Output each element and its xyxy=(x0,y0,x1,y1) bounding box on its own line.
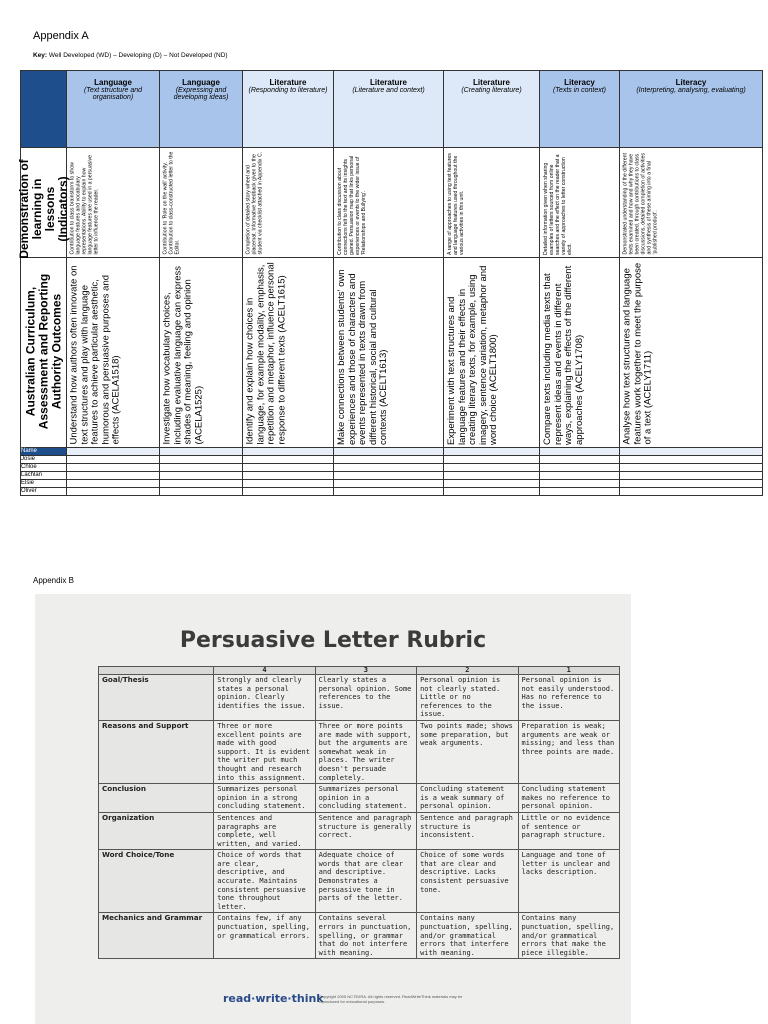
key-line xyxy=(33,52,228,59)
score-row xyxy=(99,667,620,675)
indicator-cell-1 xyxy=(160,148,243,258)
outcome-text: Understand how authors often innovate on text structures and play with language features to achieve particular aesthetic, humorous and persuasive purposes and effects (ACELA1518) xyxy=(68,265,122,445)
rubric-cell: Contains many punctuation, spelling, and/or grammatical errors that interfere with meaning. xyxy=(417,913,518,959)
readwritethink-logo: read·write·think xyxy=(223,992,324,1005)
rubric-row xyxy=(99,850,620,913)
assessment-cell[interactable] xyxy=(243,480,334,488)
assessment-cell[interactable] xyxy=(160,472,243,480)
column-header-6 xyxy=(620,71,763,148)
column-title: Language xyxy=(182,78,220,87)
outcome-cell-2 xyxy=(243,258,334,448)
rubric-cell: Summarizes personal opinion in a strong concluding statement. xyxy=(214,784,315,813)
outcome-cell-5 xyxy=(540,258,620,448)
assessment-cell[interactable] xyxy=(160,488,243,496)
assessment-cell[interactable] xyxy=(243,464,334,472)
names-header-row xyxy=(21,448,763,456)
rubric-cell: Summarizes personal opinion in a concluding statement. xyxy=(315,784,416,813)
column-subtitle: (Expressing and developing ideas) xyxy=(173,87,229,101)
column-subtitle: (Text structure and organisation) xyxy=(83,87,143,101)
assessment-cell[interactable] xyxy=(444,448,540,456)
rubric-row xyxy=(99,720,620,783)
rubric-cell: Personal opinion is not clearly stated. Little or no references to the issue. xyxy=(417,675,518,721)
assessment-cell[interactable] xyxy=(334,456,444,464)
column-title: Literature xyxy=(269,78,307,87)
criterion-label: Word Choice/Tone xyxy=(99,850,214,913)
column-header-1 xyxy=(160,71,243,148)
column-title: Language xyxy=(94,78,132,87)
outcomes-label-cell xyxy=(21,258,67,448)
assessment-cell[interactable] xyxy=(540,448,620,456)
rubric-cell: Contains few, if any punctuation, spelling, or grammatical errors. xyxy=(214,913,315,959)
indicator-cell-5 xyxy=(540,148,620,258)
assessment-cell[interactable] xyxy=(67,456,160,464)
assessment-cell[interactable] xyxy=(243,456,334,464)
column-title: Literacy xyxy=(675,78,707,87)
assessment-cell[interactable] xyxy=(67,448,160,456)
rubric-cell: Clearly states a personal opinion. Some references to the issue. xyxy=(315,675,416,721)
corner-cell xyxy=(21,71,67,148)
indicator-text: Contribution to class discussion about connections felt to the text and its insights gained. Persuasion map that links personal experiences or events to the wider issue of 'Relationships and Bullying'. xyxy=(336,155,367,255)
rubric-cell: Three or more excellent points are made with good support. It is evident the writer put much thought and research into this assignment. xyxy=(214,720,315,783)
student-row xyxy=(21,480,763,488)
appendix-b-title: Appendix B xyxy=(33,576,74,585)
column-title: Literature xyxy=(473,78,510,87)
assessment-cell[interactable] xyxy=(243,488,334,496)
column-subtitle: (Texts in context) xyxy=(552,87,607,94)
indicator-cell-2 xyxy=(243,148,334,258)
assessment-cell[interactable] xyxy=(444,488,540,496)
assessment-cell[interactable] xyxy=(540,480,620,488)
student-row xyxy=(21,472,763,480)
outcome-text: Identify and explain how choices in language, for example modality, emphasis, repetition and metaphor, influence personal response to different texts (ACELT1615) xyxy=(244,262,287,445)
assessment-cell[interactable] xyxy=(620,448,763,456)
assessment-cell[interactable] xyxy=(243,472,334,480)
assessment-cell[interactable] xyxy=(243,448,334,456)
outcome-text: Analyse how text structures and language features work together to meet the purpose of a text (ACELY1711) xyxy=(621,262,654,445)
indicators-row xyxy=(21,148,763,258)
criterion-label: Organization xyxy=(99,812,214,849)
rubric-table xyxy=(98,666,620,959)
names-header: Name xyxy=(21,448,67,456)
assessment-table xyxy=(16,70,763,496)
score-header: 4 xyxy=(214,667,315,675)
rubric-cell: Little or no evidence of sentence or paragraph structure. xyxy=(518,812,619,849)
rubric-cell: Personal opinion is not easily understood. Has no reference to the issue. xyxy=(518,675,619,721)
outcome-cell-1 xyxy=(160,258,243,448)
indicator-cell-6 xyxy=(620,148,763,258)
rubric-cell: Sentences and paragraphs are complete, well written, and varied. xyxy=(214,812,315,849)
rubric-row xyxy=(99,784,620,813)
rubric-row xyxy=(99,913,620,959)
assessment-cell[interactable] xyxy=(540,472,620,480)
column-title: Literacy xyxy=(564,78,595,87)
indicator-cell-0 xyxy=(67,148,160,258)
column-subtitle: (Interpreting, analysing, evaluating) xyxy=(636,87,746,94)
assessment-cell[interactable] xyxy=(160,456,243,464)
header-row xyxy=(21,71,763,148)
assessment-cell[interactable] xyxy=(67,488,160,496)
outcomes-label: Australian Curriculum, Assessment and Reporting Authority Outcomes xyxy=(23,273,63,429)
indicators-label: Demonstration of learning in lessons (Indicators) xyxy=(16,158,70,259)
rubric-cell: Preparation is weak; arguments are weak or missing; and less than three points are made. xyxy=(518,720,619,783)
indicator-text: Completion of detailed story wheel and placemat. Informative feedback given to the student via checklist attached in Appendix C. xyxy=(245,151,264,255)
outcomes-row xyxy=(21,258,763,448)
assessment-cell[interactable] xyxy=(444,456,540,464)
rubric-cell: Concluding statement is a weak summary of personal opinion. xyxy=(417,784,518,813)
assessment-cell[interactable] xyxy=(334,464,444,472)
outcome-cell-4 xyxy=(444,258,540,448)
key-label: Key: xyxy=(33,52,48,59)
column-subtitle: (Literature and context) xyxy=(352,87,425,94)
indicator-cell-3 xyxy=(334,148,444,258)
indicators-label-cell xyxy=(16,148,70,259)
column-title: Literature xyxy=(370,78,407,87)
score-header: 1 xyxy=(518,667,619,675)
column-subtitle: (Creating literature) xyxy=(461,87,522,94)
indicator-text: Detailed information given when sharing examples of letters sourced from online searches and the effect on the reader that a variety of approaches to letter construction elicit. xyxy=(542,153,573,255)
outcome-cell-0 xyxy=(67,258,160,448)
criterion-label: Goal/Thesis xyxy=(99,675,214,721)
column-subtitle: (Responding to literature) xyxy=(248,87,328,94)
student-row xyxy=(21,488,763,496)
assessment-cell[interactable] xyxy=(67,464,160,472)
copyright-note: Copyright 2005 NCTE/IRA. All rights reserved. ReadWriteThink materials may be reproduced for educational purposes. xyxy=(319,994,463,1004)
rubric-cell: Choice of some words that are clear and descriptive. Lacks consistent persuasive tone. xyxy=(417,850,518,913)
student-name: Elsie xyxy=(21,480,67,488)
indicator-text: Demonstrated understanding of the different texts examined and how and why they have been created, through contributions to class discussions, detailed completion of activities and synthesis of these aiming into a final 'published product'. xyxy=(622,153,659,255)
indicator-text: Contribution to class brainstorm to show language features and vocabulary representations. Ability to explain how language features are used in a persuasive letter to influence the reader. xyxy=(69,155,100,255)
assessment-cell[interactable] xyxy=(67,472,160,480)
student-name: Oliver xyxy=(21,488,67,496)
criterion-label: Conclusion xyxy=(99,784,214,813)
assessment-cell[interactable] xyxy=(334,472,444,480)
outcome-cell-6 xyxy=(620,258,763,448)
student-name: Josie xyxy=(21,456,67,464)
assessment-cell[interactable] xyxy=(540,488,620,496)
rubric-cell: Contains many punctuation, spelling, and/or grammatical errors that make the piece illegible. xyxy=(518,913,619,959)
indicator-cell-4 xyxy=(444,148,540,258)
key-text: Well Developed (WD) – Developing (D) – Not Developed (ND) xyxy=(47,52,228,59)
assessment-cell[interactable] xyxy=(444,472,540,480)
student-name: Chloe xyxy=(21,464,67,472)
rubric-cell: Contains several errors in punctuation, spelling, or grammar that do not interfere with meaning. xyxy=(315,913,416,959)
outcome-text: Experiment with text structures and language features and their effects in creating literary texts, for example, using imagery, sentence variation, metaphor and word choice (ACELT1800) xyxy=(445,265,499,445)
rubric-cell: Strongly and clearly states a personal opinion. Clearly identifies the issue. xyxy=(214,675,315,721)
criterion-label: Mechanics and Grammar xyxy=(99,913,214,959)
rubric-image xyxy=(35,594,631,1024)
rubric-cell: Three or more points are made with support, but the arguments are somewhat weak in places. The writer doesn't persuade completely. xyxy=(315,720,416,783)
column-header-5 xyxy=(540,71,620,148)
student-row xyxy=(21,456,763,464)
rubric-row xyxy=(99,675,620,721)
rubric-cell: Concluding statement makes no reference to personal opinion. xyxy=(518,784,619,813)
assessment-cell[interactable] xyxy=(620,464,763,472)
score-header: 2 xyxy=(417,667,518,675)
assessment-cell[interactable] xyxy=(620,480,763,488)
assessment-cell[interactable] xyxy=(540,456,620,464)
indicator-text: Contribution to 'Role on the wall' activity. Contribution to class-constructed letter to the Editor. xyxy=(162,151,181,255)
column-header-4 xyxy=(444,71,540,148)
column-header-2 xyxy=(243,71,334,148)
rubric-cell: Language and tone of letter is unclear and lacks description. xyxy=(518,850,619,913)
rubric-cell: Adequate choice of words that are clear and descriptive. Demonstrates a persuasive tone in parts of the letter. xyxy=(315,850,416,913)
column-header-0 xyxy=(67,71,160,148)
rubric-cell: Two points made; shows some preparation, but weak arguments. xyxy=(417,720,518,783)
outcome-text: Compare texts including media texts that represent ideas and events in different ways, explaining the effects of the different approaches (ACELY1708) xyxy=(541,265,584,445)
assessment-cell[interactable] xyxy=(160,448,243,456)
rubric-title: Persuasive Letter Rubric xyxy=(179,628,487,653)
rubric-cell: Choice of words that are clear, descriptive, and accurate. Maintains consistent persuasive tone throughout letter. xyxy=(214,850,315,913)
assessment-cell[interactable] xyxy=(334,480,444,488)
assessment-cell[interactable] xyxy=(444,480,540,488)
assessment-cell[interactable] xyxy=(67,480,160,488)
column-header-3 xyxy=(334,71,444,148)
rubric-row xyxy=(99,812,620,849)
outcome-cell-3 xyxy=(334,258,444,448)
score-corner xyxy=(99,667,214,675)
rubric-cell: Sentence and paragraph structure is generally correct. xyxy=(315,812,416,849)
appendix-a-title: Appendix A xyxy=(33,30,89,42)
assessment-cell[interactable] xyxy=(160,480,243,488)
assessment-cell[interactable] xyxy=(620,456,763,464)
assessment-cell[interactable] xyxy=(540,464,620,472)
assessment-cell[interactable] xyxy=(160,464,243,472)
assessment-cell[interactable] xyxy=(444,464,540,472)
outcome-text: Investigate how vocabulary choices, including evaluative language can express shades of meaning, feeling and opinion (ACELA1525) xyxy=(161,265,204,445)
indicator-text: A range of approaches to using text features and language features used throughout the various activities in this unit. xyxy=(446,152,465,255)
student-row xyxy=(21,464,763,472)
assessment-cell[interactable] xyxy=(620,472,763,480)
student-name: Lachlan xyxy=(21,472,67,480)
assessment-cell[interactable] xyxy=(334,488,444,496)
outcome-text: Make connections between students' own experiences and those of characters and events represented in texts drawn from different historical, social and cultural contexts (ACELT1613) xyxy=(335,268,389,445)
assessment-cell[interactable] xyxy=(620,488,763,496)
rubric-cell: Sentence and paragraph structure is inconsistent. xyxy=(417,812,518,849)
assessment-cell[interactable] xyxy=(334,448,444,456)
score-header: 3 xyxy=(315,667,416,675)
criterion-label: Reasons and Support xyxy=(99,720,214,783)
